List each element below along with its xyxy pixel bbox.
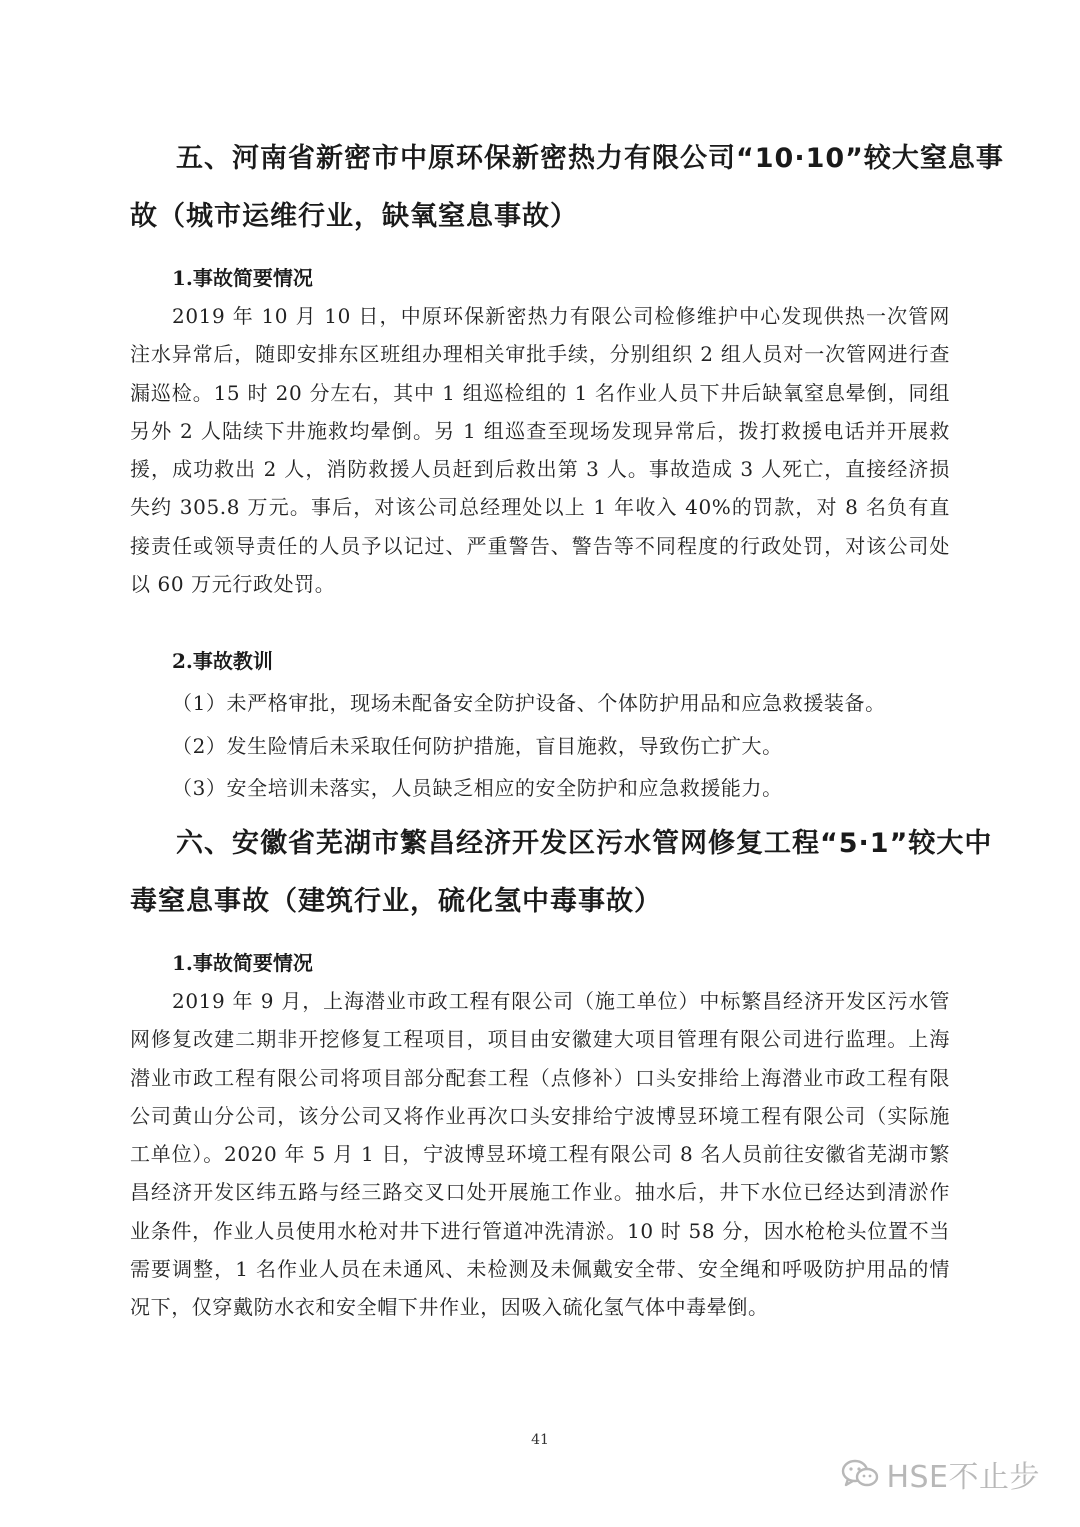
section-5-summary-paragraph: 2019 年 10 月 10 日，中原环保新密热力有限公司检修维护中心发现供热一次管网注水异常后，随即安排东区班组办理相关审批手续，分别组织 2 组人员对一次管网进行查漏巡检。15 时 20 分左右，其中 1 组巡检组的 1 名作业人员下井后缺氧窒息晕倒，同组另外 2 人陆续下井施救均晕倒。另 1 组巡查至现场发现异常后，拨打救援电话并开展救援，成功救出 2 人，消防救援人员赶到后救出第 3 人。事故造成 3 人死亡，直接经济损失约 305.8 万元。事后，对该公司总经理处以上 1 年收入 40%的罚款，对 8 名负有直接责任或领导责任的人员予以记过、严重警告、警告等不同程度的行政处罚，对该公司处以 60 万元行政处罚。 xyxy=(130,304,950,597)
watermark xyxy=(840,1452,1040,1496)
section-5-title-line2: 故（城市运维行业，缺氧窒息事故） xyxy=(130,201,578,232)
section-6-summary-heading: 1.事故简要情况 xyxy=(172,951,313,975)
section-5-lessons-heading: 2.事故教训 xyxy=(172,649,273,673)
section-5-title xyxy=(100,130,1004,246)
wechat-icon xyxy=(840,1458,880,1490)
lesson-item: （3）安全培训未落实，人员缺乏相应的安全防护和应急救援能力。 xyxy=(172,776,783,800)
section-5-title-line1: 五、河南省新密市中原环保新密热力有限公司“10·10”较大窒息事 xyxy=(176,143,1004,174)
lesson-item: （2）发生险情后未采取任何防护措施，盲目施救，导致伤亡扩大。 xyxy=(172,734,783,758)
lesson-item: （1）未严格审批，现场未配备安全防护设备、个体防护用品和应急救援装备。 xyxy=(172,691,886,715)
section-6-summary-paragraph: 2019 年 9 月，上海潜业市政工程有限公司（施工单位）中标繁昌经济开发区污水管网修复改建二期非开挖修复工程项目，项目由安徽建大项目管理有限公司进行监理。上海潜业市政工程有限公司将项目部分配套工程（点修补）口头安排给上海潜业市政工程有限公司黄山分公司，该分公司又将作业再次口头安排给宁波博昱环境工程有限公司（实际施工单位）。2020 年 5 月 1 日，宁波博昱环境工程有限公司 8 名人员前往安徽省芜湖市繁昌经济开发区纬五路与经三路交叉口处开展施工作业。抽水后，井下水位已经达到清淤作业条件，作业人员使用水枪对井下进行管道冲洗清淤。10 时 58 分，因水枪枪头位置不当需要调整，1 名作业人员在未通风、未检测及未佩戴安全带、安全绳和呼吸防护用品的情况下，仅穿戴防水衣和安全帽下井作业，因吸入硫化氢气体中毒晕倒。 xyxy=(130,989,950,1320)
watermark-text: HSE不止步 xyxy=(886,1460,1040,1495)
section-6-title-line1: 六、安徽省芜湖市繁昌经济开发区污水管网修复工程“5·1”较大中 xyxy=(176,828,993,859)
section-6-title xyxy=(100,815,993,931)
section-5-summary-heading: 1.事故简要情况 xyxy=(172,266,313,290)
section-6-title-line2: 毒窒息事故（建筑行业，硫化氢中毒事故） xyxy=(130,886,662,917)
page-number: 41 xyxy=(531,1432,549,1448)
